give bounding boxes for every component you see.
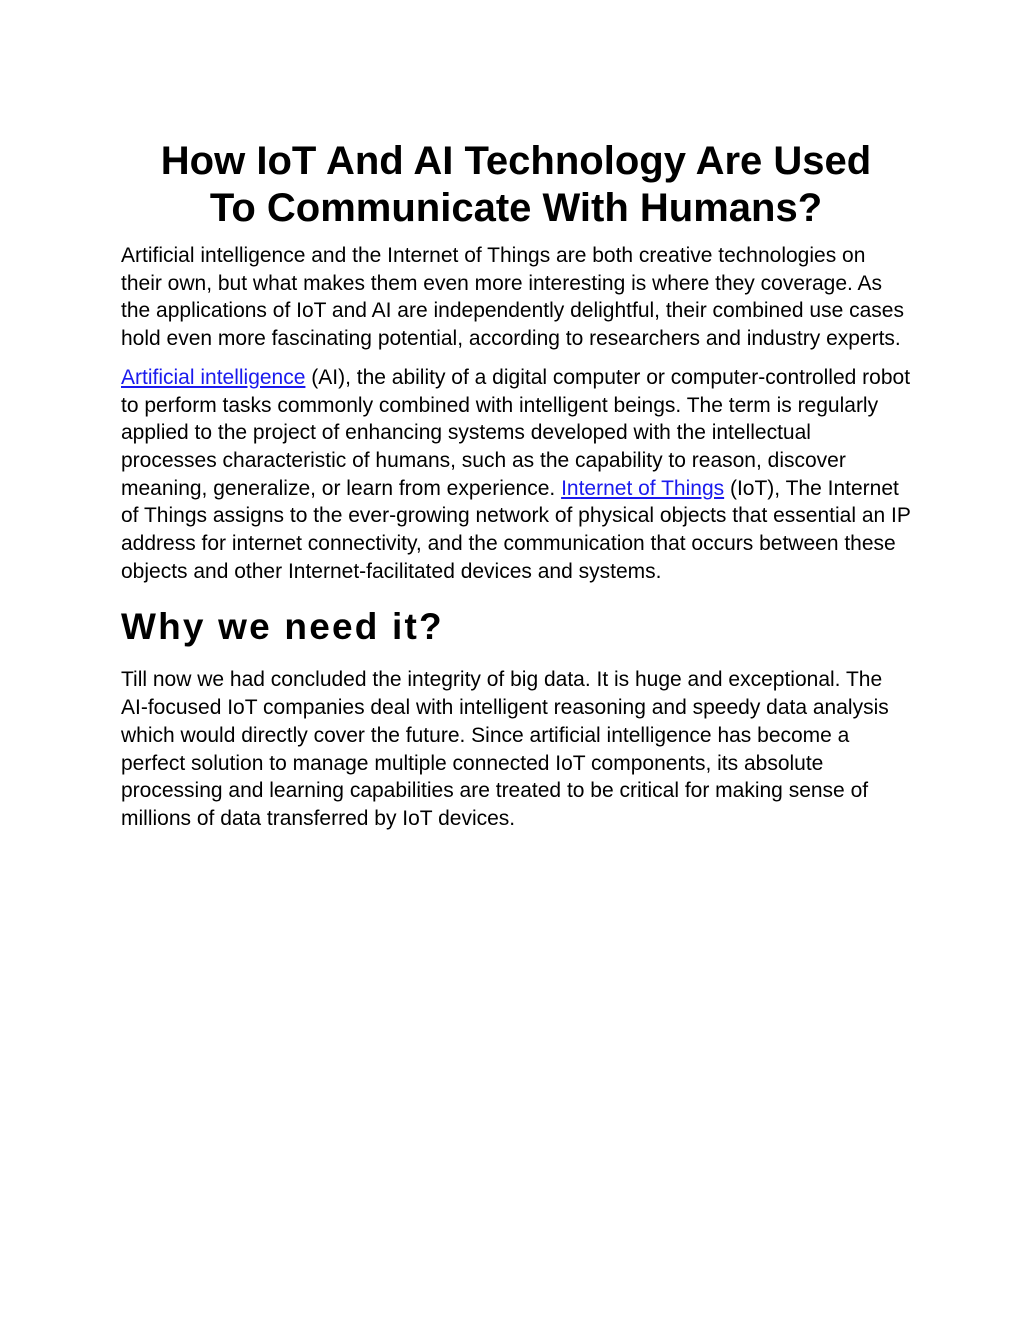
section-heading: Why we need it? <box>121 606 444 648</box>
artificial-intelligence-link[interactable]: Artificial intelligence <box>121 365 306 389</box>
ai-definition-text: (AI), the ability of a digital computer or computer-controlled robot to perform tasks commonly combined with intelligent beings. The term is regularly applied to the project of enhancing systems developed with the intellectual processes characteristic of humans, such as the capability to reason, discover meaning, generalize, or learn from experience. <box>121 365 911 500</box>
intro-paragraph: Artificial intelligence and the Internet of Things are both creative technologies on their own, but what makes them even more interesting is where they coverage. As the applications of IoT and AI are independently delightful, their combined use cases hold even more fascinating potential, according to researchers and industry experts. <box>121 244 904 351</box>
title-line-1: How IoT And AI Technology Are Used <box>160 139 872 183</box>
document-page <box>121 138 911 833</box>
page-title <box>121 138 911 232</box>
iot-definition-text: (IoT), The Internet of Things assigns to the ever-growing network of physical objects that essential an IP address for internet connectivity, and the communication that occurs between these objects and other Internet-facilitated devices and systems. <box>121 476 911 583</box>
section-paragraph: Till now we had concluded the integrity of big data. It is huge and exceptional. The AI-focused IoT companies deal with intelligent reasoning and speedy data analysis which would directly cover the future. Since artificial intelligence has become a perfect solution to manage multiple connected IoT components, its absolute processing and learning capabilities are treated to be critical for making sense of millions of data transferred by IoT devices. <box>121 668 889 830</box>
title-line-2: To Communicate With Humans? <box>209 186 823 230</box>
internet-of-things-link[interactable]: Internet of Things <box>561 476 725 500</box>
definition-paragraph <box>121 364 911 586</box>
